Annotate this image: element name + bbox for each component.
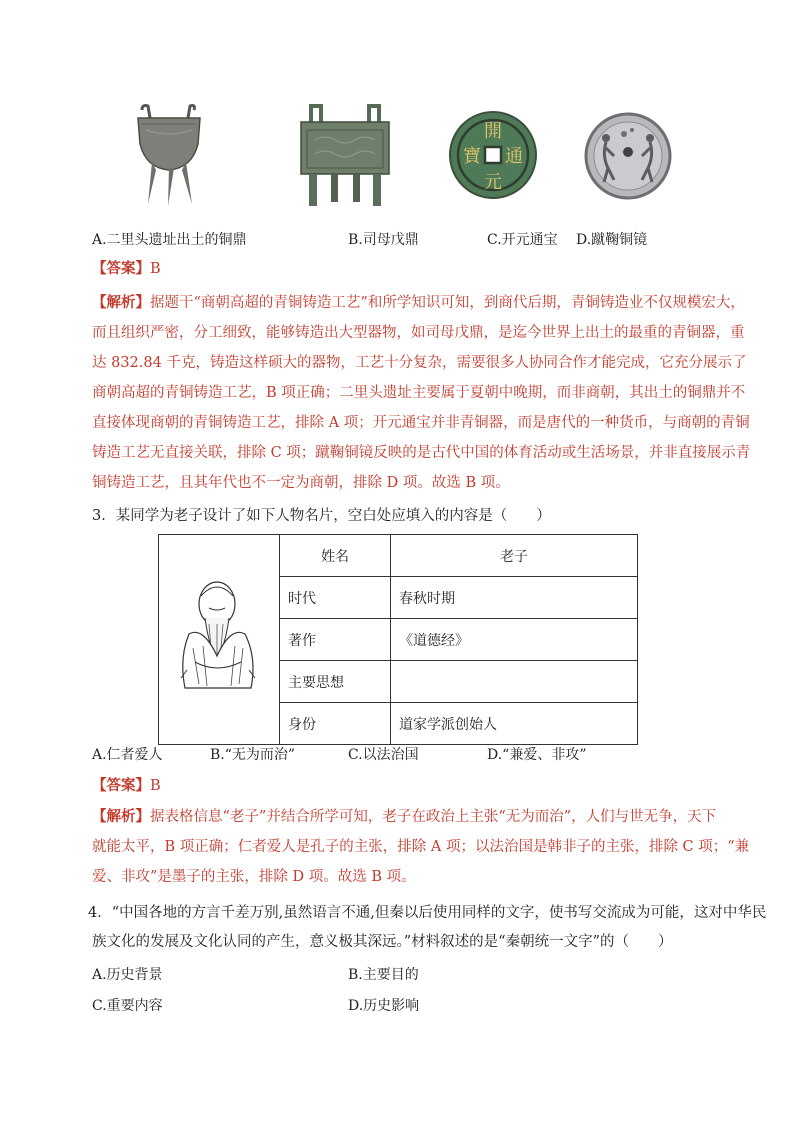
simuwu-ding-image [295,104,395,208]
q4-option-c[interactable]: C.重要内容 [92,998,163,1014]
q2-analysis-line-4: 商朝高超的青铜铸造工艺，B 项正确；二里头遗址主要属于夏朝中晚期，而非商朝，其出土的铜鼎并不 [92,385,746,401]
answer-label: 【答案】 [92,260,150,277]
analysis-intro: 据题干 [150,295,194,311]
q4-stem-line-1: 4．“中国各地的方言千差万别,虽然语言不通,但秦以后使用同样的文字，使书写交流成为可能，这对中华民 [88,905,767,921]
q2-option-a[interactable]: A.二里头遗址出土的铜鼎 [92,232,247,248]
card-label-works: 著作 [280,619,391,661]
analysis-text: 据表格信息“老子”并结合所学可知，老子在政治上主张“无为而治”，人们与世无争，天下 [150,809,717,825]
q4-stem-line-2: 族文化的发展及文化认同的产生，意义极其深远。”材料叙述的是“秦朝统一文字”的（ ） [92,934,673,950]
q2-option-d[interactable]: D.蹴鞠铜镜 [576,232,648,248]
laozi-name-card [158,534,638,745]
q3-option-c[interactable]: C.以法治国 [348,747,419,763]
card-value-identity: 道家学派创始人 [391,703,638,745]
q2-analysis-line-3: 达 832.84 千克，铸造这样硕大的器物，工艺十分复杂，需要很多人协同合作才能完成，它充分展示了 [92,355,747,371]
q2-analysis-line-2: 而且组织严密，分工细致，能够铸造出大型器物，如司母戊鼎，是迄今世界上出土的最重的青铜器，重 [92,325,745,341]
q2-answer [92,259,161,279]
card-label-name: 姓名 [280,535,391,577]
card-label-era: 时代 [280,577,391,619]
kaiyuan-coin-image [448,110,538,200]
card-value-era: 春秋时期 [391,577,638,619]
q3-option-b[interactable]: B.“无为而治” [210,747,296,763]
q4-option-b[interactable]: B.主要目的 [348,967,419,983]
q4-option-a[interactable]: A.历史背景 [92,967,163,983]
q4-option-d[interactable]: D.历史影响 [348,998,420,1014]
analysis-quote: “商朝高超的青铜铸造工艺” [193,295,368,311]
coin-char-left: 寶 [463,146,481,167]
coin-char-bottom: 元 [484,172,502,193]
q3-answer [92,776,161,796]
card-label-thought: 主要思想 [280,661,391,703]
q2-analysis-line-5: 直接体现商朝的青铜铸造工艺，排除 A 项；开元通宝并非青铜器，而是唐代的一种货币，与商朝的青铜 [92,415,750,431]
laozi-portrait-cell [159,535,280,745]
card-label-identity: 身份 [280,703,391,745]
answer-value: B [150,261,161,277]
laozi-portrait-image [159,538,279,738]
q2-analysis-line-1 [92,293,745,313]
q3-analysis-line-1 [92,807,716,827]
card-value-name: 老子 [391,535,638,577]
analysis-label: 【解析】 [92,808,150,825]
q3-stem: 3．某同学为老子设计了如下人物名片，空白处应填入的内容是（ ） [92,508,551,524]
coin-char-right: 通 [505,146,523,167]
erlitou-ding-image [132,104,206,208]
answer-value: B [150,778,161,794]
q2-option-b[interactable]: B.司母戊鼎 [348,232,419,248]
coin-char-top: 開 [484,121,502,142]
card-value-thought-blank [391,661,638,703]
answer-label: 【答案】 [92,777,150,794]
q3-option-a[interactable]: A.仁者爱人 [92,747,163,763]
analysis-text: 和所学知识可知，到商代后期，青铜铸造业不仅规模宏大， [367,295,745,311]
q3-analysis-line-3: 爱、非攻”是墨子的主张，排除 D 项。故选 B 项。 [92,869,416,885]
q3-option-d[interactable]: D.“兼爱、非攻” [487,747,587,763]
card-value-works: 《道德经》 [391,619,638,661]
cuju-mirror-image [584,112,672,200]
q2-option-c[interactable]: C.开元通宝 [487,232,558,248]
analysis-label: 【解析】 [92,294,150,311]
q2-analysis-line-6: 铸造工艺无直接关联，排除 C 项；蹴鞠铜镜反映的是古代中国的体育活动或生活场景，并非直接展示青 [92,445,751,461]
q3-analysis-line-2: 就能太平，B 项正确；仁者爱人是孔子的主张，排除 A 项；以法治国是韩非子的主张，排除 C 项；“兼 [92,839,750,855]
q2-analysis-line-7: 铜铸造工艺，且其年代也不一定为商朝，排除 D 项。故选 B 项。 [92,475,510,491]
